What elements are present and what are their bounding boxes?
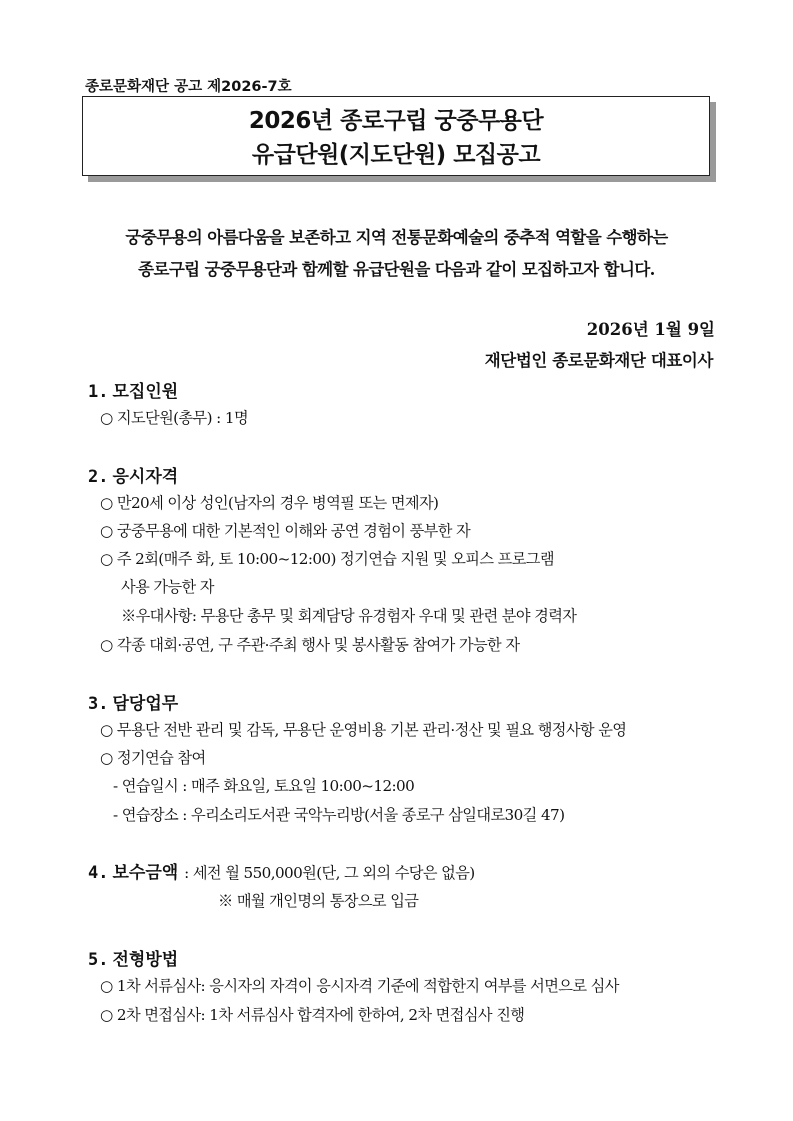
section-number: 2.	[88, 467, 109, 487]
announcement-date: 2026년 1월 9일	[586, 320, 715, 339]
list-item: ○ 궁중무용에 대한 기본적인 이해와 공연 경험이 풍부한 자	[100, 522, 471, 540]
title-line-1: 2026년 종로구립 궁중무용단	[248, 108, 544, 134]
intro-line-1: 궁중무용의 아름다움을 보존하고 지역 전통문화예술의 중추적 역할을 수행하는	[125, 228, 668, 247]
section-number: 5.	[88, 950, 109, 970]
list-item: ○ 정기연습 참여	[100, 749, 206, 767]
sub-item: - 연습일시 : 매주 화요일, 토요일 10:00~12:00	[113, 777, 415, 795]
title-line-2: 유급단원(지도단원) 모집공고	[251, 142, 541, 168]
list-item: ○ 1차 서류심사: 응시자의 자격이 응시자격 기준에 적합한지 여부를 서면으로 심사	[100, 977, 619, 995]
section-2-heading	[88, 462, 178, 487]
list-item: ○ 만20세 이상 성인(남자의 경우 병역필 또는 면제자)	[100, 494, 439, 512]
section-title: 모집인원	[112, 382, 179, 402]
salary-note: ※ 매월 개인명의 통장으로 입금	[218, 892, 419, 910]
salary-text: : 세전 월 550,000원(단, 그 외의 수당은 없음)	[184, 864, 475, 882]
section-title: 보수금액	[112, 863, 179, 883]
list-item: ○ 무용단 전반 관리 및 감독, 무용단 운영비용 기본 관리·정산 및 필요 행정사항 운영	[100, 721, 627, 739]
intro-line-2: 종로구립 궁중무용단과 함께할 유급단원을 다음과 같이 모집하고자 합니다.	[138, 260, 655, 279]
section-title: 담당업무	[112, 694, 179, 714]
section-1-heading	[88, 377, 178, 402]
title-box	[82, 96, 710, 176]
sub-item: - 연습장소 : 우리소리도서관 국악누리방(서울 종로구 삼일대로30길 47)	[113, 806, 565, 824]
section-number: 3.	[88, 694, 109, 714]
section-title: 전형방법	[112, 950, 179, 970]
list-item: ○ 주 2회(매주 화, 토 10:00~12:00) 정기연습 지원 및 오피스 프로그램	[100, 550, 554, 568]
section-number: 4.	[88, 863, 109, 883]
section-3-heading	[88, 689, 178, 714]
section-4-heading	[88, 858, 475, 883]
list-item: ○ 2차 면접심사: 1차 서류심사 합격자에 한하여, 2차 면접심사 진행	[100, 1006, 525, 1024]
list-item-continuation: 사용 가능한 자	[121, 578, 214, 596]
issuer: 재단법인 종로문화재단 대표이사	[484, 351, 713, 370]
list-item: ○ 지도단원(총무) : 1명	[100, 409, 249, 427]
notice-number: 종로문화재단 공고 제2026-7호	[85, 79, 292, 95]
section-title: 응시자격	[112, 467, 179, 487]
section-5-heading	[88, 945, 178, 970]
section-number: 1.	[88, 382, 109, 402]
list-item: ○ 각종 대회·공연, 구 주관·주최 행사 및 봉사활동 참여가 가능한 자	[100, 636, 520, 654]
preference-note: ※우대사항: 무용단 총무 및 회계담당 유경험자 우대 및 관련 분야 경력자	[121, 607, 577, 625]
